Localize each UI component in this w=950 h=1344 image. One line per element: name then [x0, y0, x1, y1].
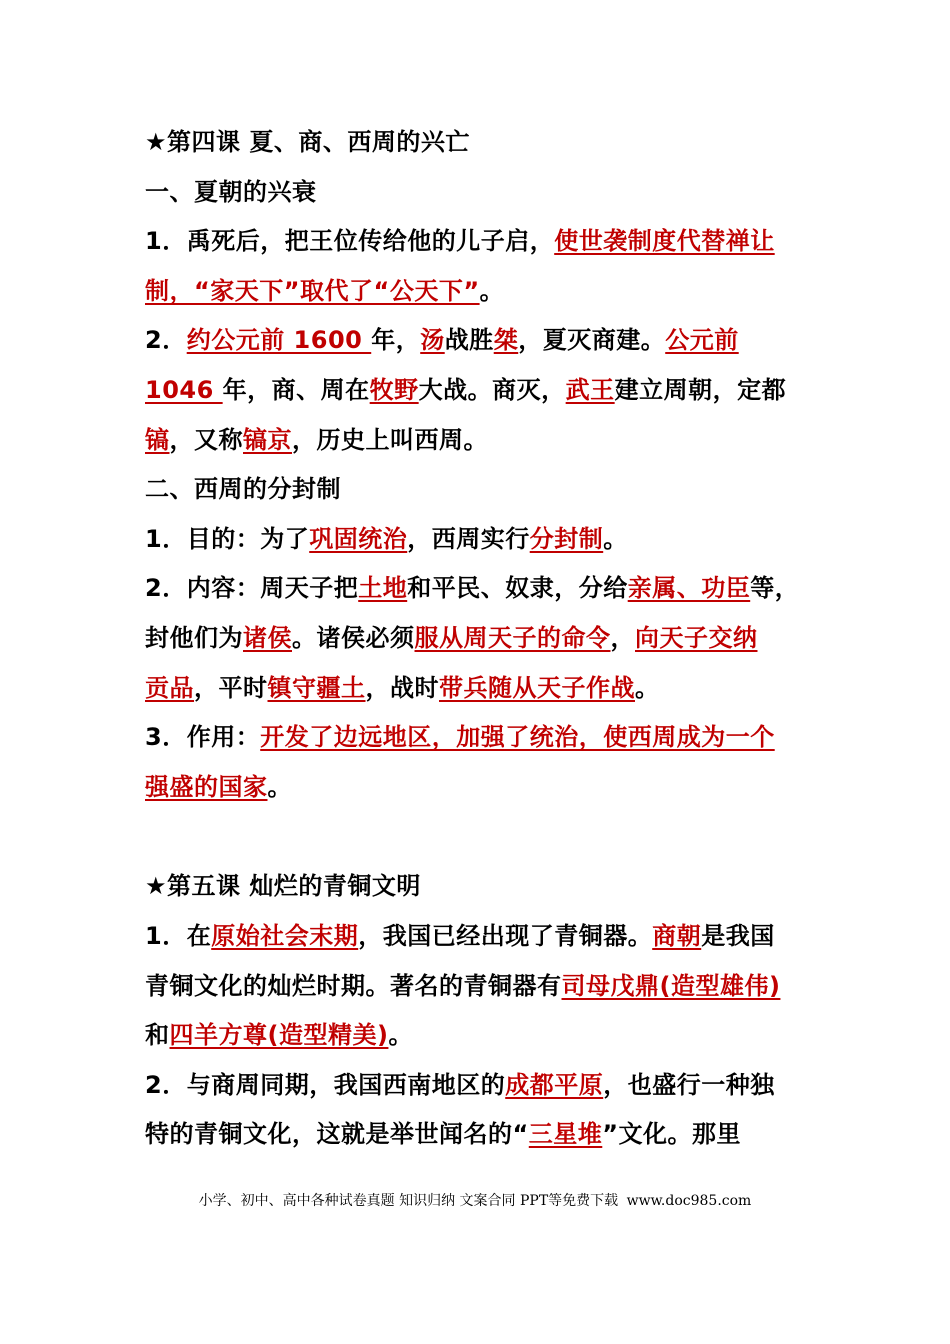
- text-run: 。: [603, 524, 628, 553]
- text-run: 2．内容：周天子把: [145, 574, 359, 603]
- text-run: 3．作用：: [145, 723, 261, 752]
- paragraph-line: [145, 962, 815, 1012]
- text-run: 2．: [145, 326, 187, 355]
- text-run: 1．目的：为了: [145, 524, 310, 553]
- key-point: 约公元前 1600: [186, 326, 372, 355]
- document-body: [145, 118, 815, 1160]
- text-run: 和平民、奴隶，分给: [407, 574, 628, 603]
- text-run: ，平时: [194, 673, 268, 702]
- text-run: 和: [145, 1021, 170, 1050]
- page-footer: [0, 1190, 950, 1210]
- key-point: 开发了边远地区，加强了统治，使西周成为一个: [260, 723, 775, 752]
- text-run: ，战时: [365, 673, 439, 702]
- paragraph-line: [145, 713, 815, 763]
- text-run: ，也盛行一种独: [603, 1070, 775, 1099]
- key-point: 服从周天子的命令: [414, 623, 611, 652]
- text-run: 是我国: [701, 921, 775, 950]
- paragraph-line: [145, 316, 815, 366]
- key-point: 四羊方尊(造型精美): [169, 1021, 389, 1050]
- key-point: 贡品: [145, 673, 194, 702]
- text-run: 。: [479, 276, 505, 305]
- paragraph-line: [145, 763, 815, 813]
- text-run: ，夏灭商建。: [518, 326, 666, 355]
- key-point: 强盛的国家: [145, 772, 268, 801]
- key-point: 土地: [358, 574, 408, 603]
- text-run: ，西周实行: [407, 524, 530, 553]
- section-heading-western-zhou: 二、西周的分封制: [145, 475, 341, 504]
- text-run: ，: [610, 623, 635, 652]
- text-run: 等，: [750, 574, 800, 603]
- footer-url: www.doc985.com: [626, 1193, 752, 1209]
- text-run: 。: [635, 673, 660, 702]
- key-point: 带兵随从天子作战: [439, 673, 635, 702]
- lesson5-title: ★第五课 灿烂的青铜文明: [145, 872, 421, 901]
- text-run: 1．禹死后，把王位传给他的儿子启，: [145, 227, 555, 256]
- text-run: 2．与商周同期，我国西南地区的: [145, 1070, 506, 1099]
- key-point: 亲属、功臣: [627, 574, 751, 603]
- key-point: 1046: [145, 375, 223, 404]
- key-point: 镐: [145, 425, 170, 454]
- text-run: 建立周朝，定都: [614, 375, 787, 404]
- key-point: 向天子交纳: [635, 623, 758, 652]
- key-point: 巩固统治: [309, 524, 408, 553]
- paragraph-line: [145, 614, 815, 664]
- section-spacer: [145, 812, 815, 862]
- text-run: ，历史上叫西周。: [292, 425, 488, 454]
- key-point: 制，“家天下”取代了“公天下”: [145, 276, 480, 305]
- paragraph-line: [145, 217, 815, 267]
- paragraph-line: [145, 515, 815, 565]
- paragraph-line: [145, 267, 815, 317]
- section-heading-xia: 一、夏朝的兴衰: [145, 177, 317, 206]
- text-run: 年，商、周在: [222, 375, 370, 404]
- paragraph-line: [145, 366, 815, 416]
- paragraph-line: [145, 564, 815, 614]
- key-point: 分封制: [529, 524, 604, 553]
- key-point: 原始社会末期: [211, 921, 359, 950]
- text-run: 特的青铜文化，这就是举世闻名的“: [145, 1120, 529, 1149]
- key-point: 镇守疆土: [267, 673, 366, 702]
- text-run: 年，: [371, 326, 421, 355]
- key-point: 三星堆: [528, 1120, 603, 1149]
- key-point: 牧野: [369, 375, 419, 404]
- key-point: 成都平原: [505, 1070, 604, 1099]
- text-run: 1．在: [145, 921, 212, 950]
- key-point: 商朝: [652, 921, 702, 950]
- paragraph-line: [145, 912, 815, 962]
- lesson4-title: ★第四课 夏、商、西周的兴亡: [145, 128, 470, 156]
- text-run: 。: [388, 1021, 413, 1050]
- text-run: ，又称: [169, 425, 243, 454]
- text-run: 大战。商灭，: [418, 375, 566, 404]
- key-point: 武王: [565, 375, 615, 404]
- text-run: 战胜: [444, 326, 494, 355]
- text-run: 封他们为: [145, 623, 243, 652]
- text-run: ，我国已经出现了青铜器。: [358, 921, 653, 950]
- key-point: 司母戊鼎(造型雄伟): [561, 971, 781, 1000]
- paragraph-line: [145, 664, 815, 714]
- text-run: ”文化。那里: [602, 1120, 742, 1149]
- paragraph-line: [145, 1110, 815, 1160]
- key-point: 镐京: [243, 425, 292, 454]
- paragraph-line: [145, 1011, 815, 1061]
- text-run: 。诸侯必须: [292, 623, 415, 652]
- text-run: 。: [267, 772, 292, 801]
- key-point: 汤: [420, 326, 445, 355]
- text-run: 青铜文化的灿烂时期。著名的青铜器有: [145, 971, 562, 1000]
- paragraph-line: [145, 416, 815, 466]
- footer-text: 小学、初中、高中各种试卷真题 知识归纳 文案合同 PPT等免费下载: [198, 1193, 619, 1209]
- key-point: 诸侯: [243, 623, 292, 652]
- paragraph-line: [145, 1061, 815, 1111]
- key-point: 公元前: [665, 326, 739, 355]
- key-point: 桀: [493, 326, 519, 355]
- key-point: 使世袭制度代替禅让: [554, 227, 775, 256]
